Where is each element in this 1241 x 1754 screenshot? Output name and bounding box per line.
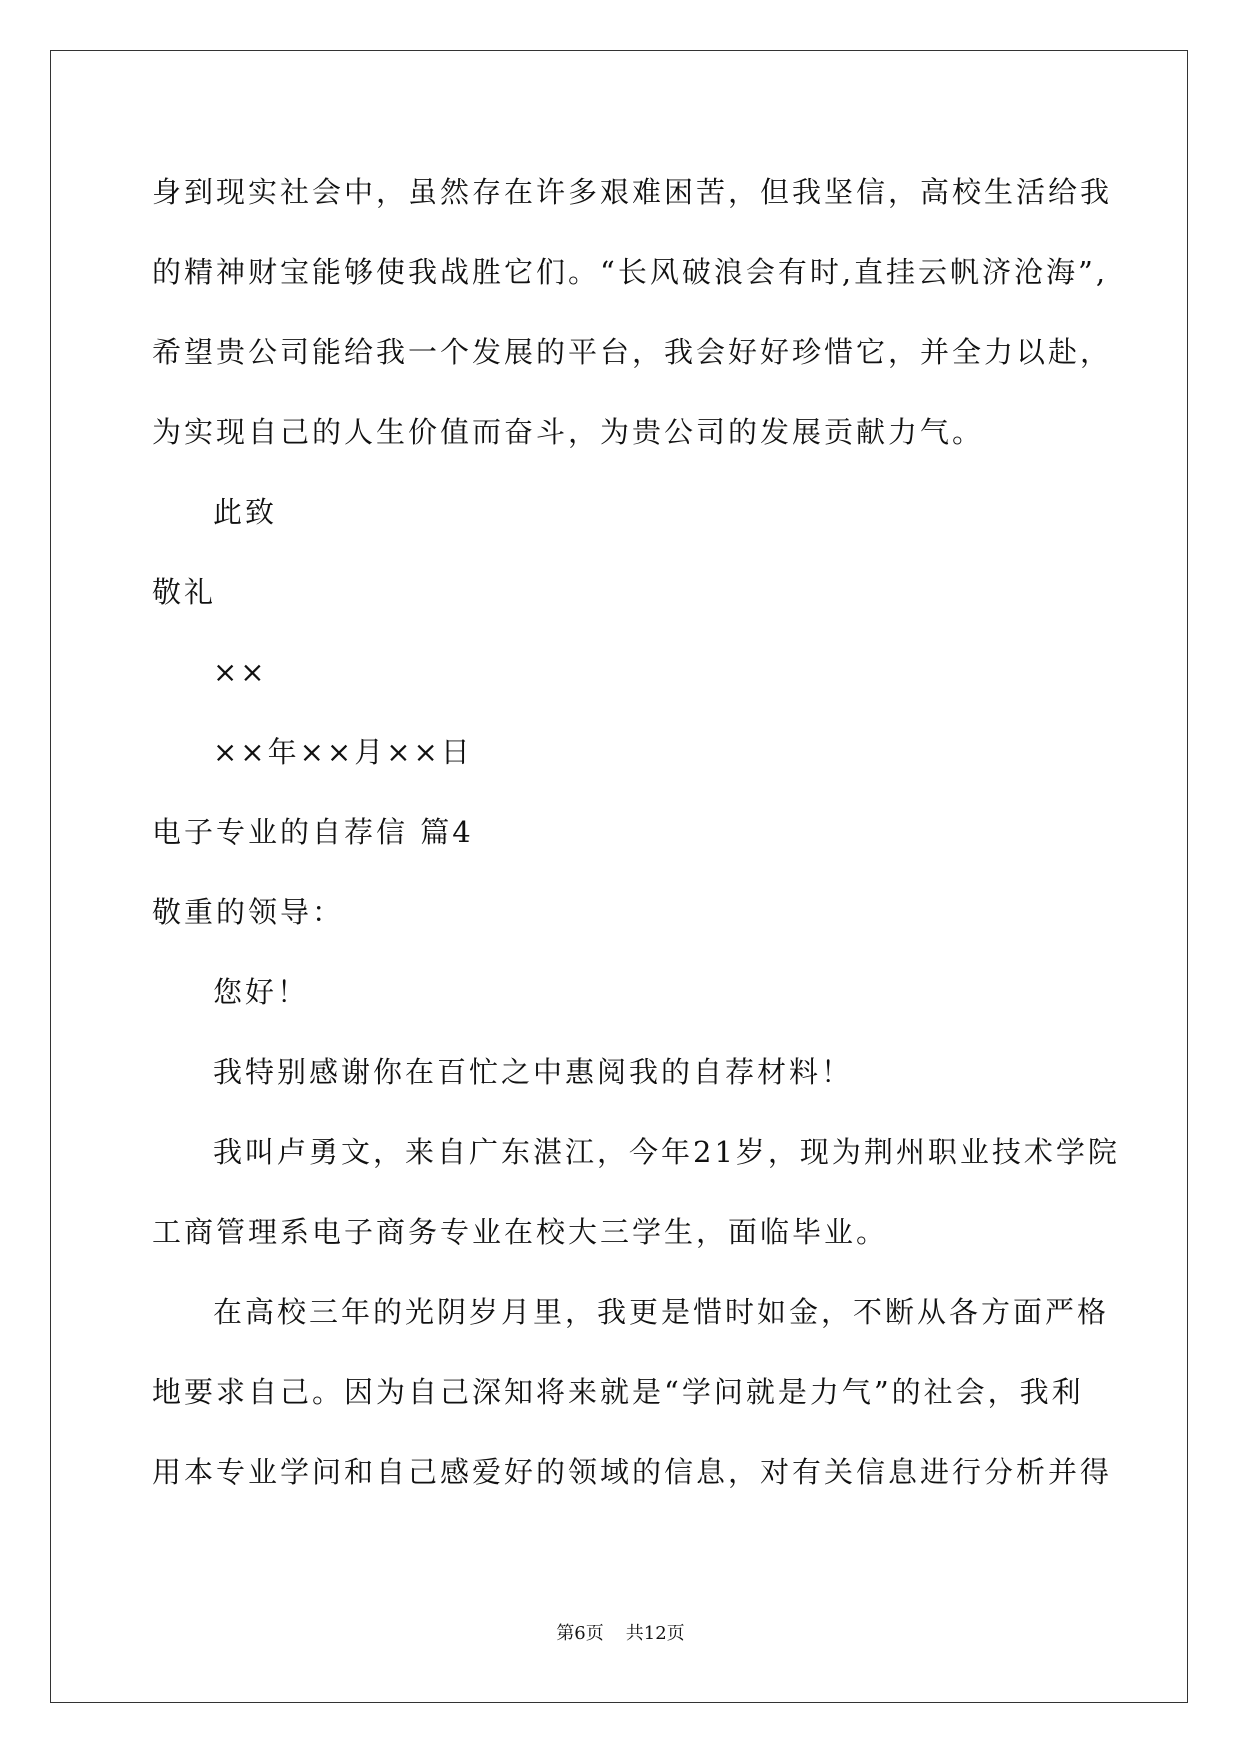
body-line: 用本专业学问和自己感爱好的领域的信息，对有关信息进行分析并得	[152, 1455, 1113, 1489]
body-line: 工商管理系电子商务专业在校大三学生，面临毕业。	[152, 1215, 889, 1249]
body-line: 我叫卢勇文，来自广东湛江，今年21岁，现为荆州职业技术学院	[213, 1135, 1120, 1169]
closing-salutation: 此致	[213, 495, 278, 529]
greeting: 敬重的领导：	[152, 895, 345, 929]
greeting-hello: 您好！	[213, 975, 310, 1009]
body-line: 我特别感谢你在百忙之中惠阅我的自荐材料！	[213, 1055, 854, 1089]
body-line: 为实现自己的人生价值而奋斗，为贵公司的发展贡献力气。	[152, 415, 985, 449]
page-footer	[0, 1622, 1241, 1646]
body-line: 的精神财宝能够使我战胜它们。“长风破浪会有时,直挂云帆济沧海”,	[152, 255, 1109, 289]
body-line: 希望贵公司能给我一个发展的平台，我会好好珍惜它，并全力以赴，	[152, 335, 1113, 369]
page-total: 共12页	[625, 1623, 685, 1644]
closing-regards: 敬礼	[152, 575, 217, 609]
signature: ××	[213, 655, 268, 689]
date-line: ××年××月××日	[213, 735, 473, 769]
body-line: 地要求自己。因为自己深知将来就是“学问就是力气”的社会，我利	[152, 1375, 1084, 1409]
body-line: 身到现实社会中，虽然存在许多艰难困苦，但我坚信，高校生活给我	[152, 175, 1113, 209]
body-line: 在高校三年的光阴岁月里，我更是惜时如金，不断从各方面严格	[213, 1295, 1110, 1329]
page-number: 第6页	[556, 1623, 604, 1644]
section-title: 电子专业的自荐信 篇4	[152, 815, 474, 849]
